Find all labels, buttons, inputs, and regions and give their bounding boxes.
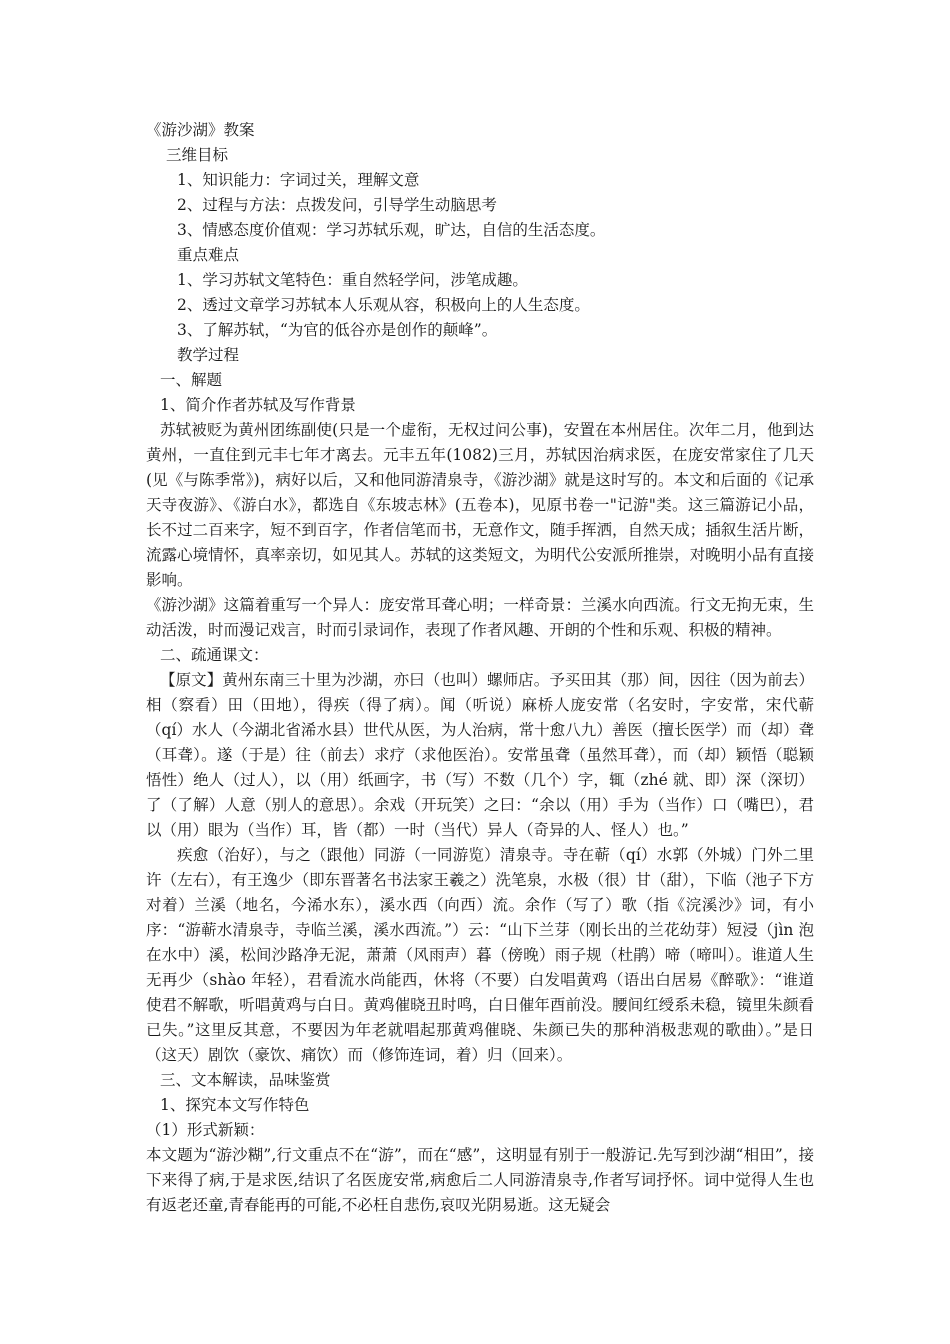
- summary-paragraph: 《游沙湖》这篇着重写一个异人：庞安常耳聋心明；一样奇景：兰溪水向西流。行文无拘无束，生动活泼，时而漫记戏言，时而引录词作，表现了作者风趣、开朗的个性和乐观、积极的精神。: [146, 596, 814, 639]
- document-title: 《游沙湖》教案: [146, 121, 255, 139]
- section-heading: 一、解题: [160, 371, 223, 389]
- keypoints-heading: 重点难点: [177, 246, 240, 264]
- document-page: [146, 118, 814, 1218]
- section-heading: 二、疏通课文：: [160, 646, 269, 664]
- original-text-paragraph: 疾愈（治好），与之（跟他）同游（一同游览）清泉寺。寺在蕲（qí）水郭（外城）门外二里许（左右），有王逸少（即东晋著名书法家王羲之）洗笔泉，水极（很）甘（甜），下临（池子下方对着）兰溪（地名，今浠水东），溪水西（向西）流。余作（写了）歌（指《浣溪沙》词，有小序：“游蕲水清泉寺，寺临兰溪，溪水西流。”）云：“山下兰芽（刚长出的兰花幼芽）短浸（jìn 泡在水中）溪，松间沙路净无泥，萧萧（风雨声）暮（傍晚）雨子规（杜鹃）啼（啼叫）。谁道人生无再少（shào 年轻），君看流水尚能西，休将（不要）白发唱黄鸡（语出白居易《醉歌》：“谁道使君不解歌，听唱黄鸡与白日。黄鸡催晓丑时鸣，白日催年酉前没。腰间红绶系未稳，镜里朱颜看已失。”这里反其意，不要因为年老就唱起那黄鸡催晓、朱颜已失的那种消极悲观的歌曲）。”是日（这天）剧饮（豪饮、痛饮）而（修饰连词，着）归（回来）。: [146, 846, 814, 1064]
- section-subheading: 1、简介作者苏轼及写作背景: [160, 396, 356, 414]
- objective-item: 3、情感态度价值观：学习苏轼乐观，旷达，自信的生活态度。: [177, 221, 606, 239]
- keypoint-item: 3、了解苏轼，“为官的低谷亦是创作的颠峰”。: [177, 321, 498, 339]
- objectives-heading: 三维目标: [166, 146, 229, 164]
- original-text-paragraph: 【原文】黄州东南三十里为沙湖，亦曰（也叫）螺师店。予买田其（那）间，因往（因为前去）相（察看）田（田地），得疾（得了病）。闻（听说）麻桥人庞安常（名安时，字安常，宋代蕲（qí）水人（今湖北省浠水县）世代从医，为人治病，常十愈八九）善医（擅长医学）而（却）聋（耳聋）。遂（于是）往（前去）求疗（求他医治）。安常虽聋（虽然耳聋），而（却）颖悟（聪颖悟性）绝人（过人），以（用）纸画字，书（写）不数（几个）字，辄（zhé 就、即）深（深切）了（了解）人意（别人的意思）。余戏（开玩笑）之曰：“余以（用）手为（当作）口（嘴巴），君以（用）眼为（当作）耳，皆（都）一时（当代）异人（奇异的人、怪人）也。”: [146, 671, 814, 839]
- keypoint-item: 2、透过文章学习苏轼本人乐观从容，积极向上的人生态度。: [177, 296, 590, 314]
- subsection-heading: （1）形式新颖：: [146, 1121, 265, 1139]
- section-subheading: 1、探究本文写作特色: [160, 1096, 310, 1114]
- process-heading: 教学过程: [177, 346, 240, 364]
- keypoint-item: 1、学习苏轼文笔特色：重自然轻学问，涉笔成趣。: [177, 271, 528, 289]
- objective-item: 2、过程与方法：点拨发问，引导学生动脑思考: [177, 196, 497, 214]
- form-paragraph: 本文题为“游沙糊”,行文重点不在“游”，而在“感”，这明显有别于一般游记.先写到沙湖“相田”，接下来得了病,于是求医,结识了名医庞安常,病愈后二人同游清泉寺,作者写词抒怀。词中觉得人生也有返老还童,青春能再的可能,不必枉自悲伤,哀叹光阴易逝。这无疑会: [146, 1146, 814, 1214]
- objective-item: 1、知识能力：字词过关，理解文意: [177, 171, 420, 189]
- section-heading: 三、文本解读，品味鉴赏: [160, 1071, 331, 1089]
- background-paragraph: 苏轼被贬为黄州团练副使(只是一个虚衔，无权过问公事)，安置在本州居住。次年二月，他到达黄州，一直住到元丰七年才离去。元丰五年(1082)三月，苏轼因治病求医，在庞安常家住了几天(见《与陈季常》)，病好以后，又和他同游清泉寺，《游沙湖》就是这时写的。本文和后面的《记承天寺夜游》、《游白水》，都选自《东坡志林》(五卷本)，见原书卷一"记游"类。这三篇游记小品，长不过二百来字，短不到百字，作者信笔而书，无意作文，随手挥洒，自然天成；插叙生活片断，流露心境情怀，真率亲切，如见其人。苏轼的这类短文，为明代公安派所推崇，对晚明小品有直接影响。: [146, 421, 814, 589]
